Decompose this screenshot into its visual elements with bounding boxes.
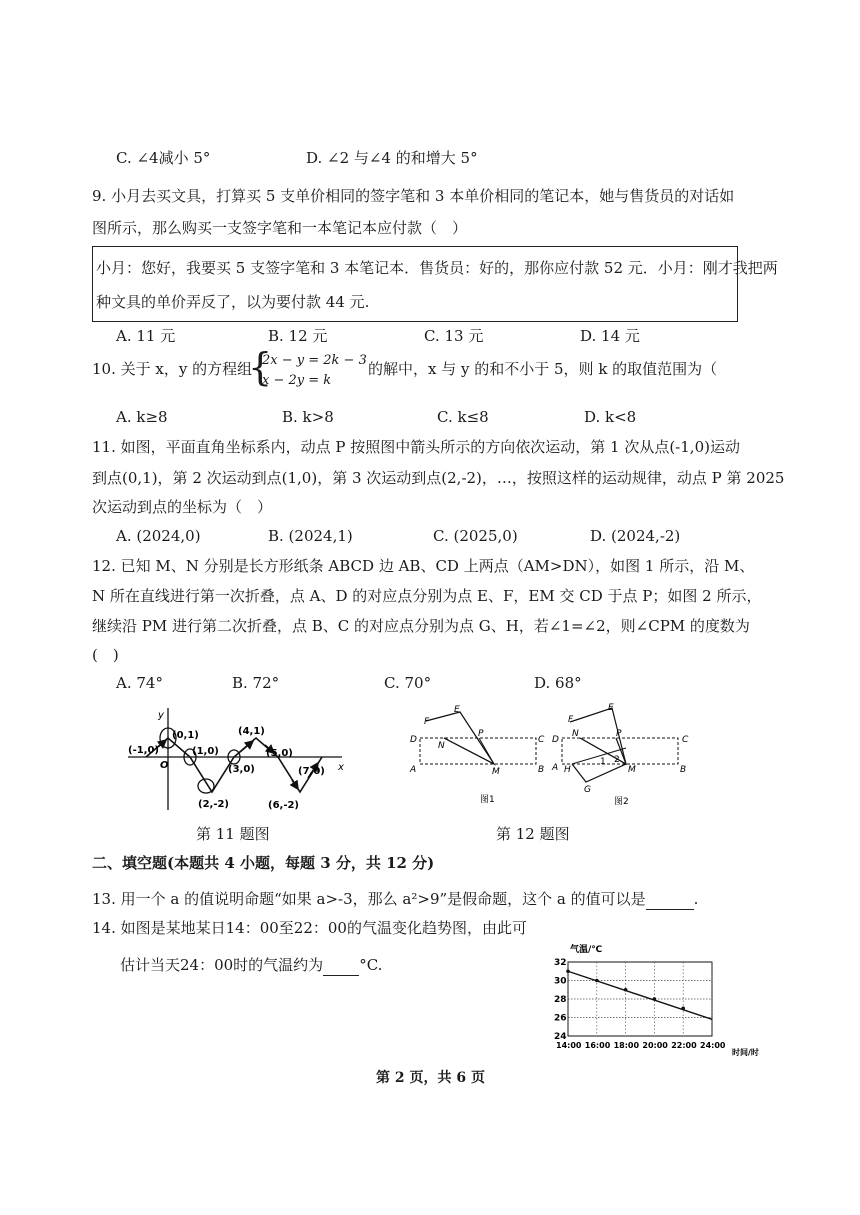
chart-y-tick: 24 xyxy=(554,1032,567,1042)
chart-x-label: 时间/时 xyxy=(732,1048,759,1057)
chart-x-tick: 18:00 xyxy=(613,1041,640,1050)
chart-x-tick: 20:00 xyxy=(642,1041,668,1050)
fig12-label: M xyxy=(628,765,636,775)
page-footer: 第 2 页，共 6 页 xyxy=(376,1070,485,1086)
q11-text-line2: 到点(0,1)，第 2 次运动到点(1,0)，第 3 次运动到点(2,-2)，…，按照这样的运动规律，动点 P 第 2025 xyxy=(92,469,785,487)
q9-option-b: B. 12 元 xyxy=(268,327,328,345)
chart-point xyxy=(624,988,628,992)
fig12-label: M xyxy=(492,767,500,777)
chart-x-tick: 22:00 xyxy=(671,1041,697,1050)
q10-prefix: 10. 关于 x，y 的方程组 xyxy=(92,360,253,378)
fig12-label: E xyxy=(608,703,614,713)
q10-equation-2: x − 2y = k xyxy=(262,373,332,388)
section-2-heading: 二、填空题(本题共 4 小题，每题 3 分，共 12 分) xyxy=(92,854,435,872)
q9-text-line1: 9. 小月去买文具，打算买 5 支单价相同的签字笔和 3 本单价相同的笔记本，她与售货员的对话如 xyxy=(92,187,735,205)
figure-12-caption: 第 12 题图 xyxy=(496,825,570,843)
fig12-label: B xyxy=(680,765,687,775)
chart-y-tick: 32 xyxy=(554,958,567,968)
q12-option-c: C. 70° xyxy=(384,674,432,692)
q13-answer-blank xyxy=(646,889,694,910)
q11-text-line3: 次运动到点的坐标为（ ） xyxy=(92,498,273,516)
q12-option-d: D. 68° xyxy=(534,674,582,692)
fig12-label: G xyxy=(584,785,591,795)
q11-option-c: C. (2025,0) xyxy=(433,527,518,545)
fig12-subcaption-1: 图1 xyxy=(480,795,495,805)
fig11-label: (0,1) xyxy=(172,730,199,741)
fig11-label: (5,0) xyxy=(266,748,293,759)
chart-point xyxy=(653,997,657,1001)
q12-option-a: A. 74° xyxy=(116,674,163,692)
fig12-label: N xyxy=(438,741,445,751)
figure-11-graph xyxy=(120,700,350,815)
q13-text: 13. 用一个 a 的值说明命题“如果 a>-3，那么 a²>9”是假命题，这个 a 的值可以是 . xyxy=(92,890,699,908)
q14-answer-blank xyxy=(323,955,359,976)
q9-dialogue-line1: 小月：您好，我要买 5 支签字笔和 3 本笔记本．售货员：好的，那你应付款 52 元．小月：刚才我把两 xyxy=(96,259,778,277)
q11-option-a: A. (2024,0) xyxy=(116,527,201,545)
q9-text-line2: 图所示，那么购买一支签字笔和一本笔记本应付款（ ） xyxy=(92,219,468,237)
fig11-label: (-1,0) xyxy=(128,745,160,756)
fig11-label: (2,-2) xyxy=(198,799,230,810)
q9-option-d: D. 14 元 xyxy=(580,327,640,345)
q11-option-b: B. (2024,1) xyxy=(268,527,353,545)
fig11-origin: O xyxy=(160,760,169,771)
fig11-y-axis-label: y xyxy=(158,710,164,721)
temperature-chart xyxy=(548,938,788,1062)
q12-text-line1: 12. 已知 M、N 分别是长方形纸条 ABCD 边 AB、CD 上两点（AM>DN），如图 1 所示，沿 M、 xyxy=(92,557,755,575)
fig12-label: F xyxy=(424,717,430,727)
fig12-label: N xyxy=(572,729,579,739)
q9-option-c: C. 13 元 xyxy=(424,327,484,345)
q10-suffix: 的解中，x 与 y 的和不小于 5，则 k 的取值范围为（ xyxy=(368,360,718,378)
fig12-label: C xyxy=(682,735,689,745)
q12-text-line2: N 所在直线进行第一次折叠，点 A、D 的对应点分别为点 E、F，EM 交 CD 于点 P；如图 2 所示， xyxy=(92,587,762,605)
fig12-label: E xyxy=(454,705,460,715)
q8-option-d: D. ∠2 与∠4 的和增大 5° xyxy=(306,149,478,167)
q10-option-c: C. k≤8 xyxy=(437,408,489,426)
q12-option-b: B. 72° xyxy=(232,674,280,692)
q9-dialogue-line2: 种文具的单价弄反了，以为要付款 44 元. xyxy=(96,293,370,311)
fig11-label: (7,0) xyxy=(298,766,325,777)
fig12-label: A xyxy=(552,763,559,773)
fig12-subcaption-2: 图2 xyxy=(614,797,629,807)
chart-x-tick: 16:00 xyxy=(584,1041,611,1050)
chart-point xyxy=(566,969,570,973)
chart-y-label: 气温/℃ xyxy=(570,945,603,955)
chart-x-tick: 14:00 xyxy=(556,1041,582,1050)
chart-y-tick: 28 xyxy=(554,995,567,1005)
q14-text-line1: 14. 如图是某地某日14：00至22：00的气温变化趋势图，由此可 xyxy=(92,919,527,937)
q14-text-line2 xyxy=(120,955,382,976)
q10-equation-1: 2x − y = 2k − 3 xyxy=(262,353,367,368)
figure-11-caption: 第 11 题图 xyxy=(196,825,270,843)
chart-y-tick: 30 xyxy=(554,976,567,987)
fig12-label: D xyxy=(552,735,559,745)
q10-option-a: A. k≥8 xyxy=(116,408,168,426)
q12-text-line3: 继续沿 PM 进行第二次折叠，点 B、C 的对应点分别为点 G、H，若∠1=∠2，则∠CPM 的度数为 xyxy=(92,617,750,635)
q11-option-d: D. (2024,-2) xyxy=(590,527,681,545)
q14-question: 估计当天24：00时的气温约为 xyxy=(120,956,324,974)
q10-option-d: D. k<8 xyxy=(584,408,637,426)
fig11-x-axis-label: x xyxy=(338,762,344,773)
chart-x-tick: 24:00 xyxy=(700,1041,726,1050)
fig12-label: 2 xyxy=(614,755,620,765)
q12-text-line4: ( ) xyxy=(92,646,119,664)
fig12-label: C xyxy=(538,735,545,745)
fig12-label: F xyxy=(568,715,574,725)
fig11-label: (3,0) xyxy=(228,764,255,775)
fig12-label: P xyxy=(616,729,622,739)
q14-unit: °C. xyxy=(359,956,383,974)
fig12-label: 1 xyxy=(600,757,606,767)
chart-y-tick: 26 xyxy=(554,1013,567,1024)
chart-point xyxy=(595,979,599,983)
fig11-label: (4,1) xyxy=(238,726,265,737)
equation-brace: { xyxy=(248,345,273,389)
q10-option-b: B. k>8 xyxy=(282,408,334,426)
q8-option-c: C. ∠4减小 5° xyxy=(116,149,211,167)
fig11-label: (1,0) xyxy=(192,746,219,757)
figure-12-graph xyxy=(404,700,694,810)
fig12-label: P xyxy=(478,729,484,739)
fig12-label: D xyxy=(410,735,417,745)
chart-point xyxy=(681,1006,685,1010)
q13-question: 13. 用一个 a 的值说明命题“如果 a>-3，那么 a²>9”是假命题，这个 a 的值可以是 xyxy=(92,890,646,908)
q9-option-a: A. 11 元 xyxy=(116,327,176,345)
q11-text-line1: 11. 如图，平面直角坐标系内，动点 P 按照图中箭头所示的方向依次运动，第 1 次从点(-1,0)运动 xyxy=(92,438,740,456)
fig12-label: H xyxy=(564,765,571,775)
chart-trend-line xyxy=(568,971,712,1019)
fig12-label: B xyxy=(538,765,545,775)
fig12-label: A xyxy=(410,765,417,775)
fig11-label: (6,-2) xyxy=(268,800,300,811)
